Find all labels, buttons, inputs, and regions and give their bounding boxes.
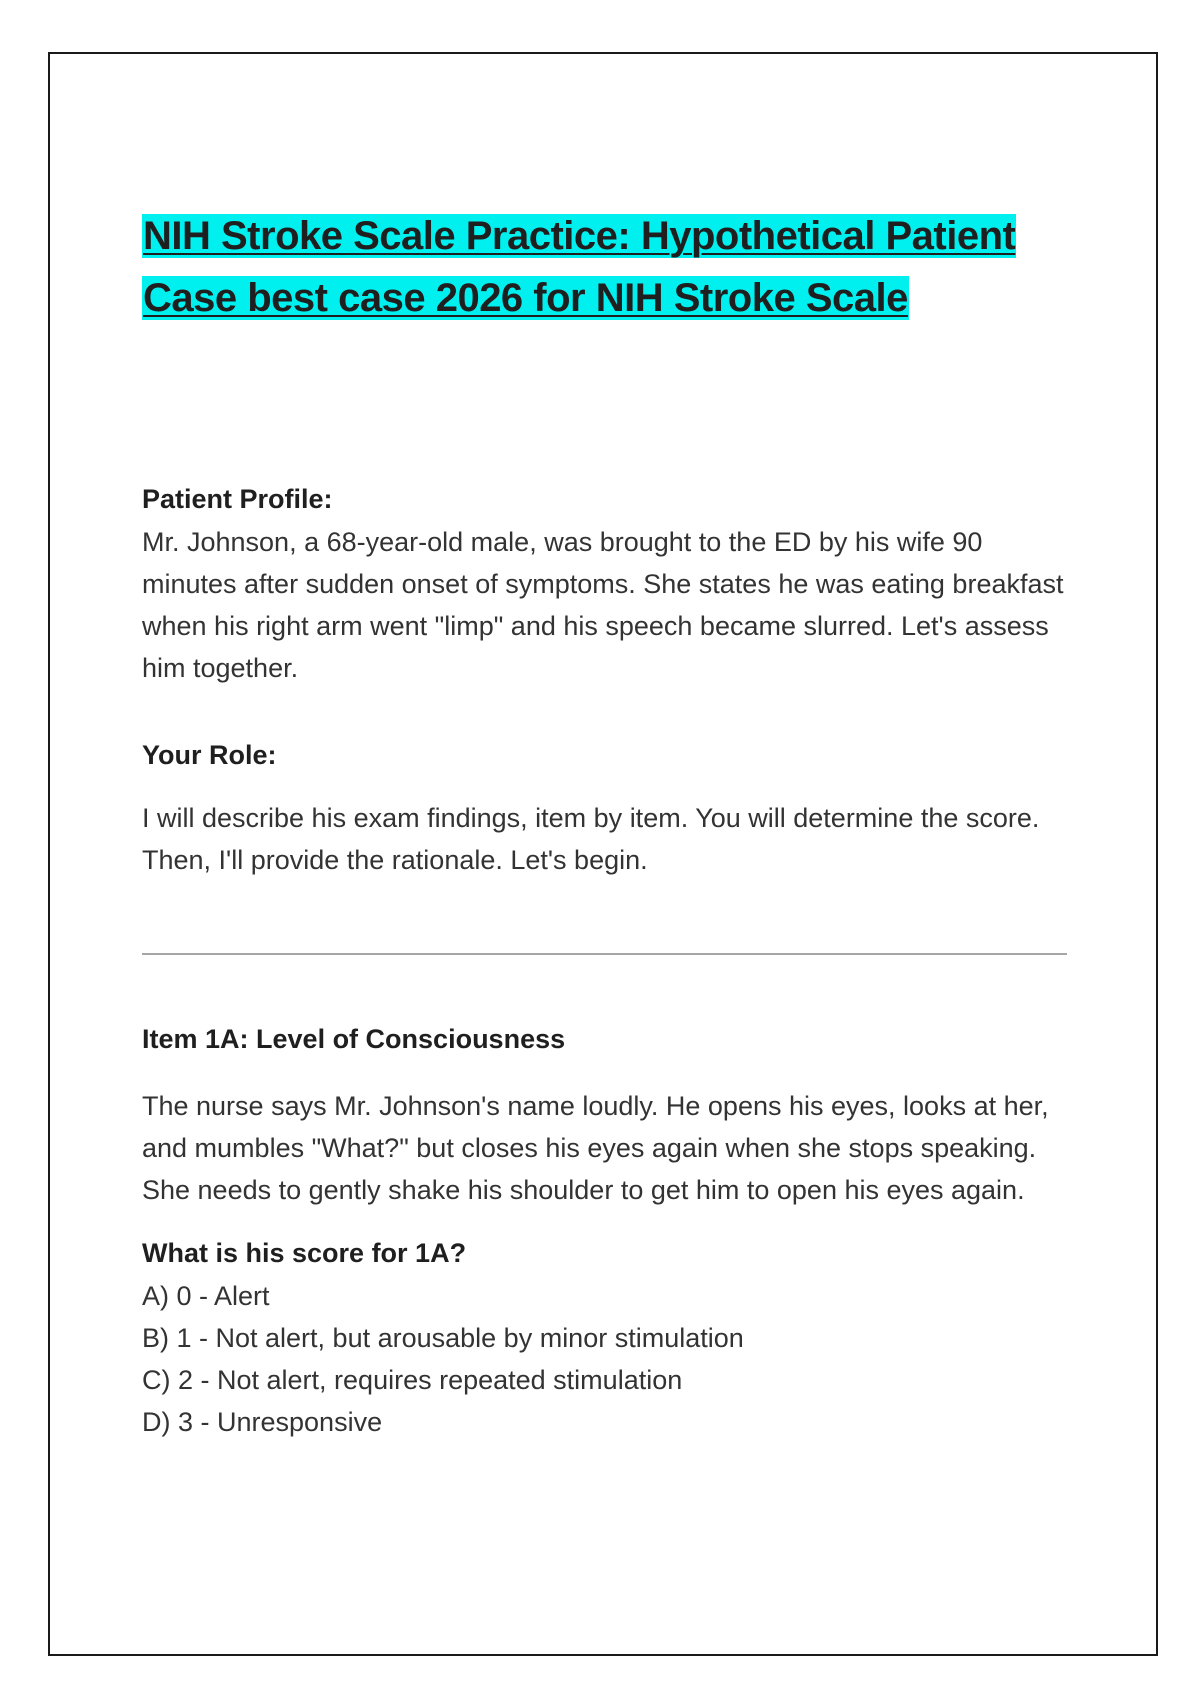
answer-options	[142, 1275, 1067, 1443]
section-divider	[142, 953, 1067, 955]
your-role-section	[142, 735, 1067, 881]
your-role-heading: Your Role:	[142, 740, 277, 770]
item-1a-heading: Item 1A: Level of Consciousness	[142, 1024, 566, 1054]
patient-profile-text: Mr. Johnson, a 68-year-old male, was brought to the ED by his wife 90 minutes after sudden onset of symptoms. She states he was eating breakfast when his right arm went "limp" and his speech became slurred. Let's assess him together.	[142, 527, 1064, 683]
document-content	[142, 205, 1067, 1443]
answer-option-d: D) 3 - Unresponsive	[142, 1407, 383, 1437]
your-role-text: I will describe his exam findings, item by item. You will determine the score. Then, I'll provide the rationale. Let's begin.	[142, 803, 1040, 875]
answer-option-c: C) 2 - Not alert, requires repeated stimulation	[142, 1365, 683, 1395]
item-1a-section	[142, 1019, 1067, 1443]
patient-profile-heading: Patient Profile:	[142, 484, 333, 514]
title-line-2: Case best case 2026 for NIH Stroke Scale	[143, 276, 908, 320]
item-1a-question: What is his score for 1A?	[142, 1238, 467, 1268]
answer-option-a: A) 0 - Alert	[142, 1281, 270, 1311]
item-1a-scenario: The nurse says Mr. Johnson's name loudly. He opens his eyes, looks at her, and mumbles "What?" but closes his eyes again when she stops speaking. She needs to gently shake his shoulder to get him to open his eyes again.	[142, 1091, 1049, 1205]
answer-option-b: B) 1 - Not alert, but arousable by minor stimulation	[142, 1323, 744, 1353]
document-title	[142, 205, 1067, 329]
patient-profile-section	[142, 479, 1067, 689]
title-line-1: NIH Stroke Scale Practice: Hypothetical Patient	[143, 214, 1016, 258]
